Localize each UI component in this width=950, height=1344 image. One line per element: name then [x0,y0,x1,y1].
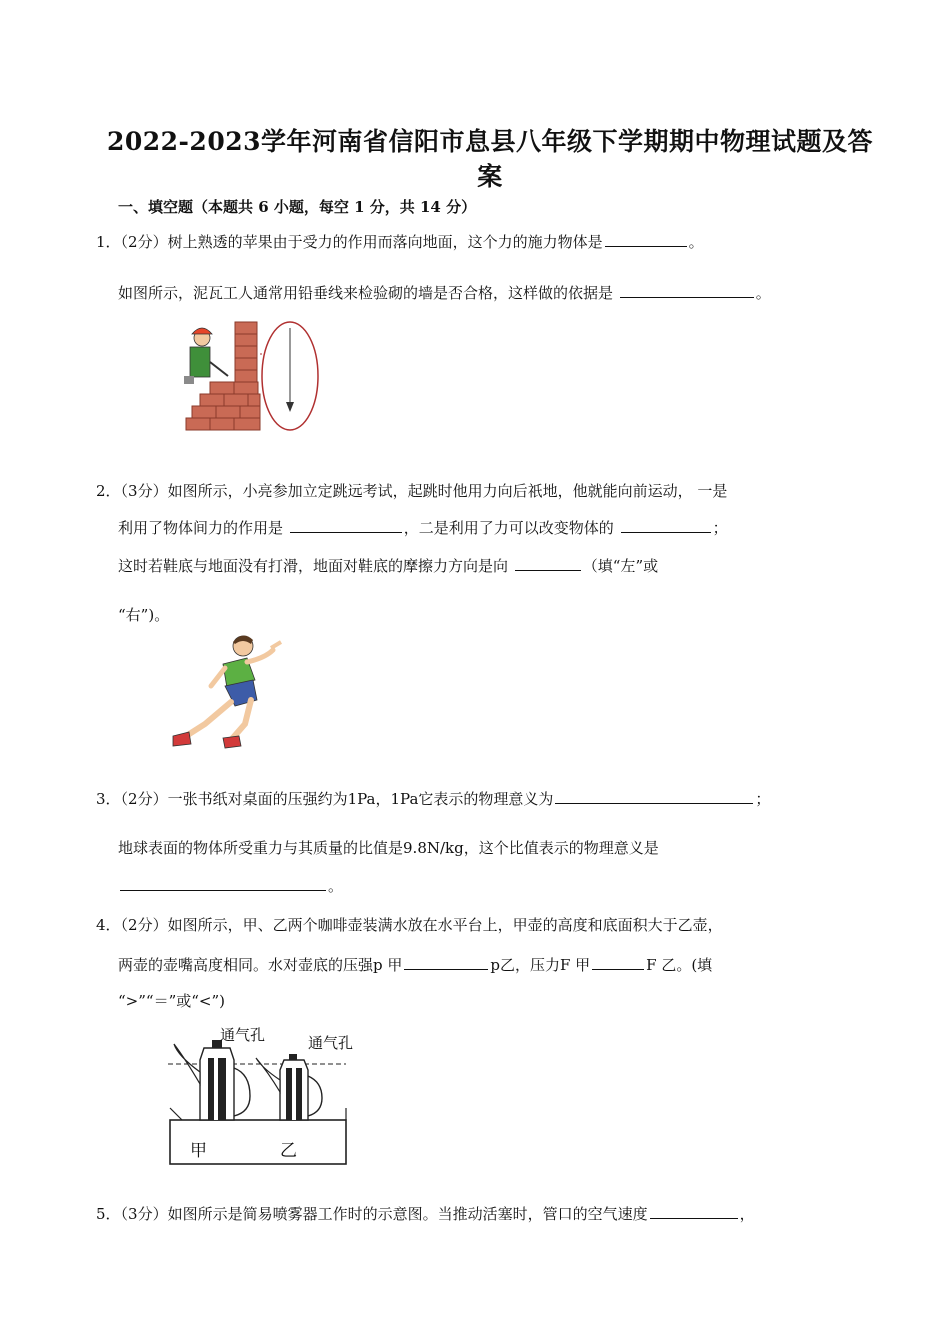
question-2-line2 [118,517,728,538]
question-1-line1 [96,231,704,252]
question-4-text-c: F 乙。(填 [646,956,713,974]
question-2-text-e: （填“左”或 [582,557,659,575]
question-4-line3: “>”“＝”或“<”) [118,992,225,1010]
answer-blank[interactable] [555,789,753,804]
vent-hole-label-jia: 通气孔 [220,1026,266,1044]
answer-blank[interactable] [621,518,711,533]
question-2-line4: “右”)。 [118,606,170,624]
question-2-text-c: ； [712,519,728,537]
question-1-end: 。 [688,233,704,251]
document-title-line2: 案 [477,162,503,191]
question-1-text-2: 如图所示，泥瓦工人通常用铅垂线来检验砌的墙是否合格，这样做的依据是 [118,284,614,302]
vent-hole-label-yi: 通气孔 [308,1034,354,1052]
answer-blank[interactable] [650,1204,738,1219]
coffee-pots-figure [168,1020,368,1165]
question-3-text: 3．（2分）一张书纸对桌面的压强约为1Pa，1Pa它表示的物理意义为 [96,790,554,808]
pot-label-jia: 甲 [190,1141,207,1161]
answer-blank[interactable] [120,876,326,891]
question-1-line2 [118,282,771,303]
question-5-end: ， [739,1205,755,1223]
answer-blank[interactable] [605,232,687,247]
question-4-text-a: 两壶的壶嘴高度相同。水对壶底的压强p 甲 [118,956,403,974]
answer-blank[interactable] [290,518,402,533]
question-5-text: 5．（3分）如图所示是简易喷雾器工作时的示意图。当推动活塞时，管口的空气速度 [96,1205,648,1223]
answer-blank[interactable] [515,556,581,571]
running-boy-figure [165,628,295,756]
question-3-line2: 地球表面的物体所受重力与其质量的比值是9.8N/kg，这个比值表示的物理意义是 [118,839,659,857]
bricklayer-plumb-line-figure [180,314,325,434]
answer-blank[interactable] [620,283,754,298]
answer-blank[interactable] [592,955,644,970]
question-2-text-a: 利用了物体间力的作用是 [118,519,284,537]
question-2-line1: 2．（3分）如图所示，小亮参加立定跳远考试，起跳时他用力向后祇地，他就能向前运动， 一是 [96,482,728,500]
question-2-text-b: ，二是利用了力可以改变物体的 [403,519,614,537]
question-4-text-b: p乙，压力F 甲 [490,956,591,974]
question-3-end-2: 。 [328,877,344,895]
question-4-line1: 4．（2分）如图所示，甲、乙两个咖啡壶装满水放在水平台上，甲壶的高度和底面积大于乙壶， [96,916,723,934]
question-5-line1 [96,1203,755,1224]
section-heading: 一、填空题（本题共 6 小题，每空 1 分，共 14 分） [118,198,477,216]
question-3-end: ； [755,790,771,808]
question-1-text: 1．（2分）树上熟透的苹果由于受力的作用而落向地面，这个力的施力物体是 [96,233,603,251]
document-title-line1: 2022-2023学年河南省信阳市息县八年级下学期期中物理试题及答 [106,127,874,156]
question-2-text-d: 这时若鞋底与地面没有打滑，地面对鞋底的摩擦力方向是向 [118,557,509,575]
pot-label-yi: 乙 [280,1141,297,1161]
answer-blank[interactable] [404,955,488,970]
question-2-line3 [118,555,658,576]
question-4-line2 [118,954,712,975]
question-3-line3 [118,875,343,896]
question-1-end-2: 。 [755,284,771,302]
question-3-line1 [96,788,770,809]
